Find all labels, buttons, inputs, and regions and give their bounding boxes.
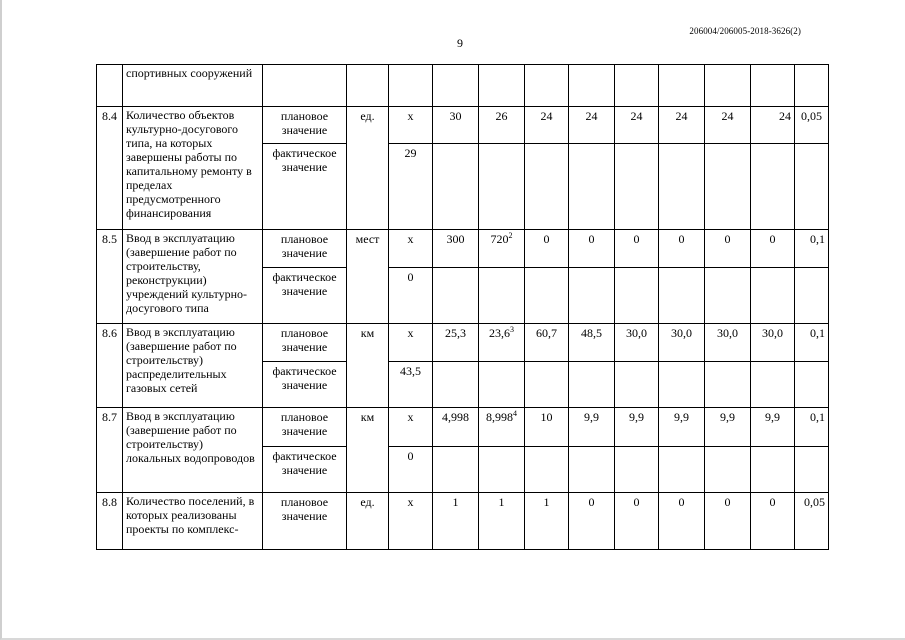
cell-value (751, 65, 795, 107)
cell-weight (795, 268, 829, 324)
cell-value (433, 65, 479, 107)
cell-value (569, 408, 615, 447)
cell-value (751, 493, 795, 550)
plan-value: 48,5 (581, 326, 602, 340)
plan-value: 30 (449, 109, 462, 123)
cell-value (751, 268, 795, 324)
plan-value: 4,998 (442, 410, 469, 424)
indicator-name: Количество поселений, в которых реализованы проекты по комплекс- (126, 494, 255, 536)
cell-value (433, 107, 479, 144)
plan-value: 1 (452, 495, 459, 509)
weight: 0,05 (801, 109, 822, 123)
cell-value (751, 107, 795, 144)
plan-value: 26 (495, 109, 508, 123)
plan-value: 25,3 (445, 326, 466, 340)
cell-value (569, 107, 615, 144)
cell-value (615, 107, 659, 144)
cell-type (263, 144, 347, 230)
cell-value (479, 408, 525, 447)
cell-name (123, 230, 263, 324)
cell-value (615, 408, 659, 447)
cell-unit (347, 408, 389, 493)
cell-weight (795, 408, 829, 447)
weight: 0,1 (810, 410, 825, 424)
cell-value (479, 493, 525, 550)
cell-weight (795, 493, 829, 550)
cell-value (569, 230, 615, 268)
cell-value (525, 493, 569, 550)
table-row (97, 493, 829, 550)
base-value: х (407, 109, 414, 123)
unit: ед. (360, 109, 375, 123)
cell-type (263, 408, 347, 447)
cell-value (615, 493, 659, 550)
unit: ед. (360, 495, 375, 509)
cell-base (389, 493, 433, 550)
cell-type (263, 362, 347, 408)
cell-value (751, 408, 795, 447)
cell-value (659, 65, 705, 107)
plan-value: 30,0 (626, 326, 647, 340)
plan-label: плановое значение (280, 109, 329, 137)
cell-value (525, 362, 569, 408)
indicator-name: Ввод в эксплуатацию (завершение работ по строительству, реконструкции) учреждений культурно-досугового типа (126, 231, 247, 315)
cell-value (705, 65, 751, 107)
cell-base (389, 362, 433, 408)
cell-value (479, 144, 525, 230)
cell-value (569, 65, 615, 107)
cell-value (479, 324, 525, 362)
cell-value (659, 107, 705, 144)
cell-name (123, 493, 263, 550)
cell-value (525, 107, 569, 144)
plan-value: 1 (498, 495, 505, 509)
plan-value: 30,0 (671, 326, 692, 340)
cell-value (751, 144, 795, 230)
unit: км (360, 410, 375, 424)
row-number: 8.6 (102, 326, 117, 340)
table-row (97, 230, 829, 268)
cell-value (615, 230, 659, 268)
plan-value: 0 (724, 232, 731, 246)
cell-value (705, 324, 751, 362)
cell-value (525, 230, 569, 268)
plan-value: 0 (633, 232, 640, 246)
plan-label: плановое значение (280, 495, 329, 523)
row-number: 8.8 (102, 495, 117, 509)
cell-value (569, 362, 615, 408)
cell-value (569, 324, 615, 362)
cell-weight (795, 324, 829, 362)
plan-value: 0 (769, 232, 776, 246)
table-row (97, 324, 829, 362)
cell-unit (347, 230, 389, 324)
cell-value (615, 144, 659, 230)
cell-value (569, 447, 615, 493)
cell-value (433, 362, 479, 408)
cell-value (705, 447, 751, 493)
plan-value: 8,998 (486, 410, 513, 424)
fact-value: 0 (407, 270, 414, 284)
cell-num (97, 493, 123, 550)
cell-value (705, 408, 751, 447)
cell-value (525, 408, 569, 447)
plan-value: 720 (490, 232, 509, 246)
plan-value: 0 (543, 232, 550, 246)
plan-value: 24 (540, 109, 553, 123)
cell-base (389, 268, 433, 324)
fact-label: фактическое значение (272, 449, 337, 477)
cell-value (751, 324, 795, 362)
plan-value: 0 (633, 495, 640, 509)
cell-num (97, 107, 123, 230)
cell-value (433, 324, 479, 362)
plan-value: 30,0 (717, 326, 738, 340)
plan-value: 9,9 (674, 410, 689, 424)
cell-base (389, 107, 433, 144)
cell-value (525, 144, 569, 230)
plan-value: 30,0 (762, 326, 783, 340)
plan-value: 60,7 (536, 326, 557, 340)
plan-value: 9,9 (584, 410, 599, 424)
plan-label: плановое значение (280, 326, 329, 354)
table-row (97, 408, 829, 447)
cell-unit (347, 493, 389, 550)
row-number: 8.7 (102, 410, 117, 424)
cell-value (659, 447, 705, 493)
plan-value: 0 (678, 495, 685, 509)
cell-value (659, 268, 705, 324)
cell-num (97, 230, 123, 324)
fact-label: фактическое значение (272, 364, 337, 392)
document-code: 206004/206005-2018-3626(2) (689, 26, 801, 36)
plan-value: 9,9 (765, 410, 780, 424)
cell-value (433, 230, 479, 268)
plan-value: 10 (540, 410, 553, 424)
cell-value (705, 107, 751, 144)
cell-value (615, 362, 659, 408)
indicator-name: спортивных сооружений (126, 66, 253, 80)
cell-value (615, 268, 659, 324)
cell-type (263, 65, 347, 107)
fact-label: фактическое значение (272, 270, 337, 298)
base-value: х (407, 495, 414, 509)
cell-value (705, 268, 751, 324)
cell-type (263, 324, 347, 362)
plan-label: плановое значение (280, 410, 329, 438)
plan-value: 0 (724, 495, 731, 509)
footnote-mark: 3 (510, 325, 514, 334)
cell-type (263, 493, 347, 550)
plan-value: 24 (585, 109, 598, 123)
cell-value (479, 65, 525, 107)
plan-value: 1 (543, 495, 550, 509)
cell-weight (795, 144, 829, 230)
indicator-name: Ввод в эксплуатацию (завершение работ по строительству) распределительных газовых сетей (126, 325, 237, 395)
cell-base (389, 324, 433, 362)
plan-value: 9,9 (720, 410, 735, 424)
cell-value (525, 268, 569, 324)
footnote-mark: 4 (513, 409, 517, 418)
cell-value (705, 493, 751, 550)
base-value: х (407, 326, 414, 340)
cell-value (433, 493, 479, 550)
cell-value (433, 268, 479, 324)
cell-base (389, 144, 433, 230)
indicator-name: Ввод в эксплуатацию (завершение работ по строительству) локальных водопроводов (126, 409, 255, 465)
cell-value (433, 447, 479, 493)
base-value: х (407, 232, 414, 246)
cell-name (123, 107, 263, 230)
cell-base (389, 408, 433, 447)
cell-name (123, 324, 263, 408)
weight: 0,1 (810, 326, 825, 340)
plan-value: 24 (721, 109, 734, 123)
cell-value (659, 324, 705, 362)
cell-value (479, 268, 525, 324)
cell-value (433, 144, 479, 230)
row-number: 8.4 (102, 109, 117, 123)
fact-value: 29 (404, 146, 417, 160)
cell-unit (347, 107, 389, 230)
cell-name (123, 65, 263, 107)
weight: 0,05 (804, 495, 825, 509)
cell-value (751, 230, 795, 268)
plan-value: 0 (588, 495, 595, 509)
table-row (97, 65, 829, 107)
cell-base (389, 65, 433, 107)
cell-value (569, 144, 615, 230)
cell-value (615, 447, 659, 493)
fact-value: 43,5 (400, 364, 421, 378)
cell-value (525, 447, 569, 493)
cell-value (659, 408, 705, 447)
cell-value (525, 65, 569, 107)
plan-value: 24 (675, 109, 688, 123)
plan-value: 24 (630, 109, 643, 123)
cell-value (525, 324, 569, 362)
cell-value (479, 107, 525, 144)
plan-label: плановое значение (280, 232, 329, 260)
row-number: 8.5 (102, 232, 117, 246)
cell-type (263, 268, 347, 324)
cell-value (615, 65, 659, 107)
plan-value: 0 (588, 232, 595, 246)
cell-weight (795, 362, 829, 408)
unit: мест (355, 232, 380, 246)
cell-name (123, 408, 263, 493)
cell-value (659, 493, 705, 550)
weight: 0,1 (810, 232, 825, 246)
cell-type (263, 107, 347, 144)
cell-num (97, 324, 123, 408)
cell-unit (347, 324, 389, 408)
cell-value (705, 144, 751, 230)
indicators-table (96, 64, 829, 550)
unit: км (360, 326, 375, 340)
cell-unit (347, 65, 389, 107)
plan-value: 23,6 (489, 326, 510, 340)
plan-value: 9,9 (629, 410, 644, 424)
cell-weight (795, 230, 829, 268)
cell-value (659, 144, 705, 230)
cell-value (659, 230, 705, 268)
cell-num (97, 408, 123, 493)
cell-base (389, 447, 433, 493)
plan-value: 24 (779, 109, 791, 123)
footnote-mark: 2 (508, 231, 513, 240)
cell-type (263, 447, 347, 493)
cell-value (479, 230, 525, 268)
cell-value (751, 447, 795, 493)
cell-type (263, 230, 347, 268)
cell-value (569, 268, 615, 324)
cell-value (569, 493, 615, 550)
plan-value: 300 (446, 232, 465, 246)
cell-value (705, 362, 751, 408)
fact-label: фактическое значение (272, 146, 337, 174)
cell-weight (795, 107, 829, 144)
cell-value (615, 324, 659, 362)
indicator-name: Количество объектов культурно-досугового типа, на которых завершены работы по капитальному ремонту в пределах предусмотренного финансирования (126, 108, 252, 220)
plan-value: 0 (678, 232, 685, 246)
page-number: 9 (457, 36, 463, 50)
cell-weight (795, 65, 829, 107)
cell-base (389, 230, 433, 268)
cell-value (433, 408, 479, 447)
cell-value (479, 362, 525, 408)
plan-value: 0 (769, 495, 776, 509)
cell-num (97, 65, 123, 107)
cell-value (479, 447, 525, 493)
cell-weight (795, 447, 829, 493)
base-value: х (407, 410, 414, 424)
table-row (97, 107, 829, 144)
fact-value: 0 (407, 449, 414, 463)
cell-value (705, 230, 751, 268)
cell-value (751, 362, 795, 408)
cell-value (659, 362, 705, 408)
